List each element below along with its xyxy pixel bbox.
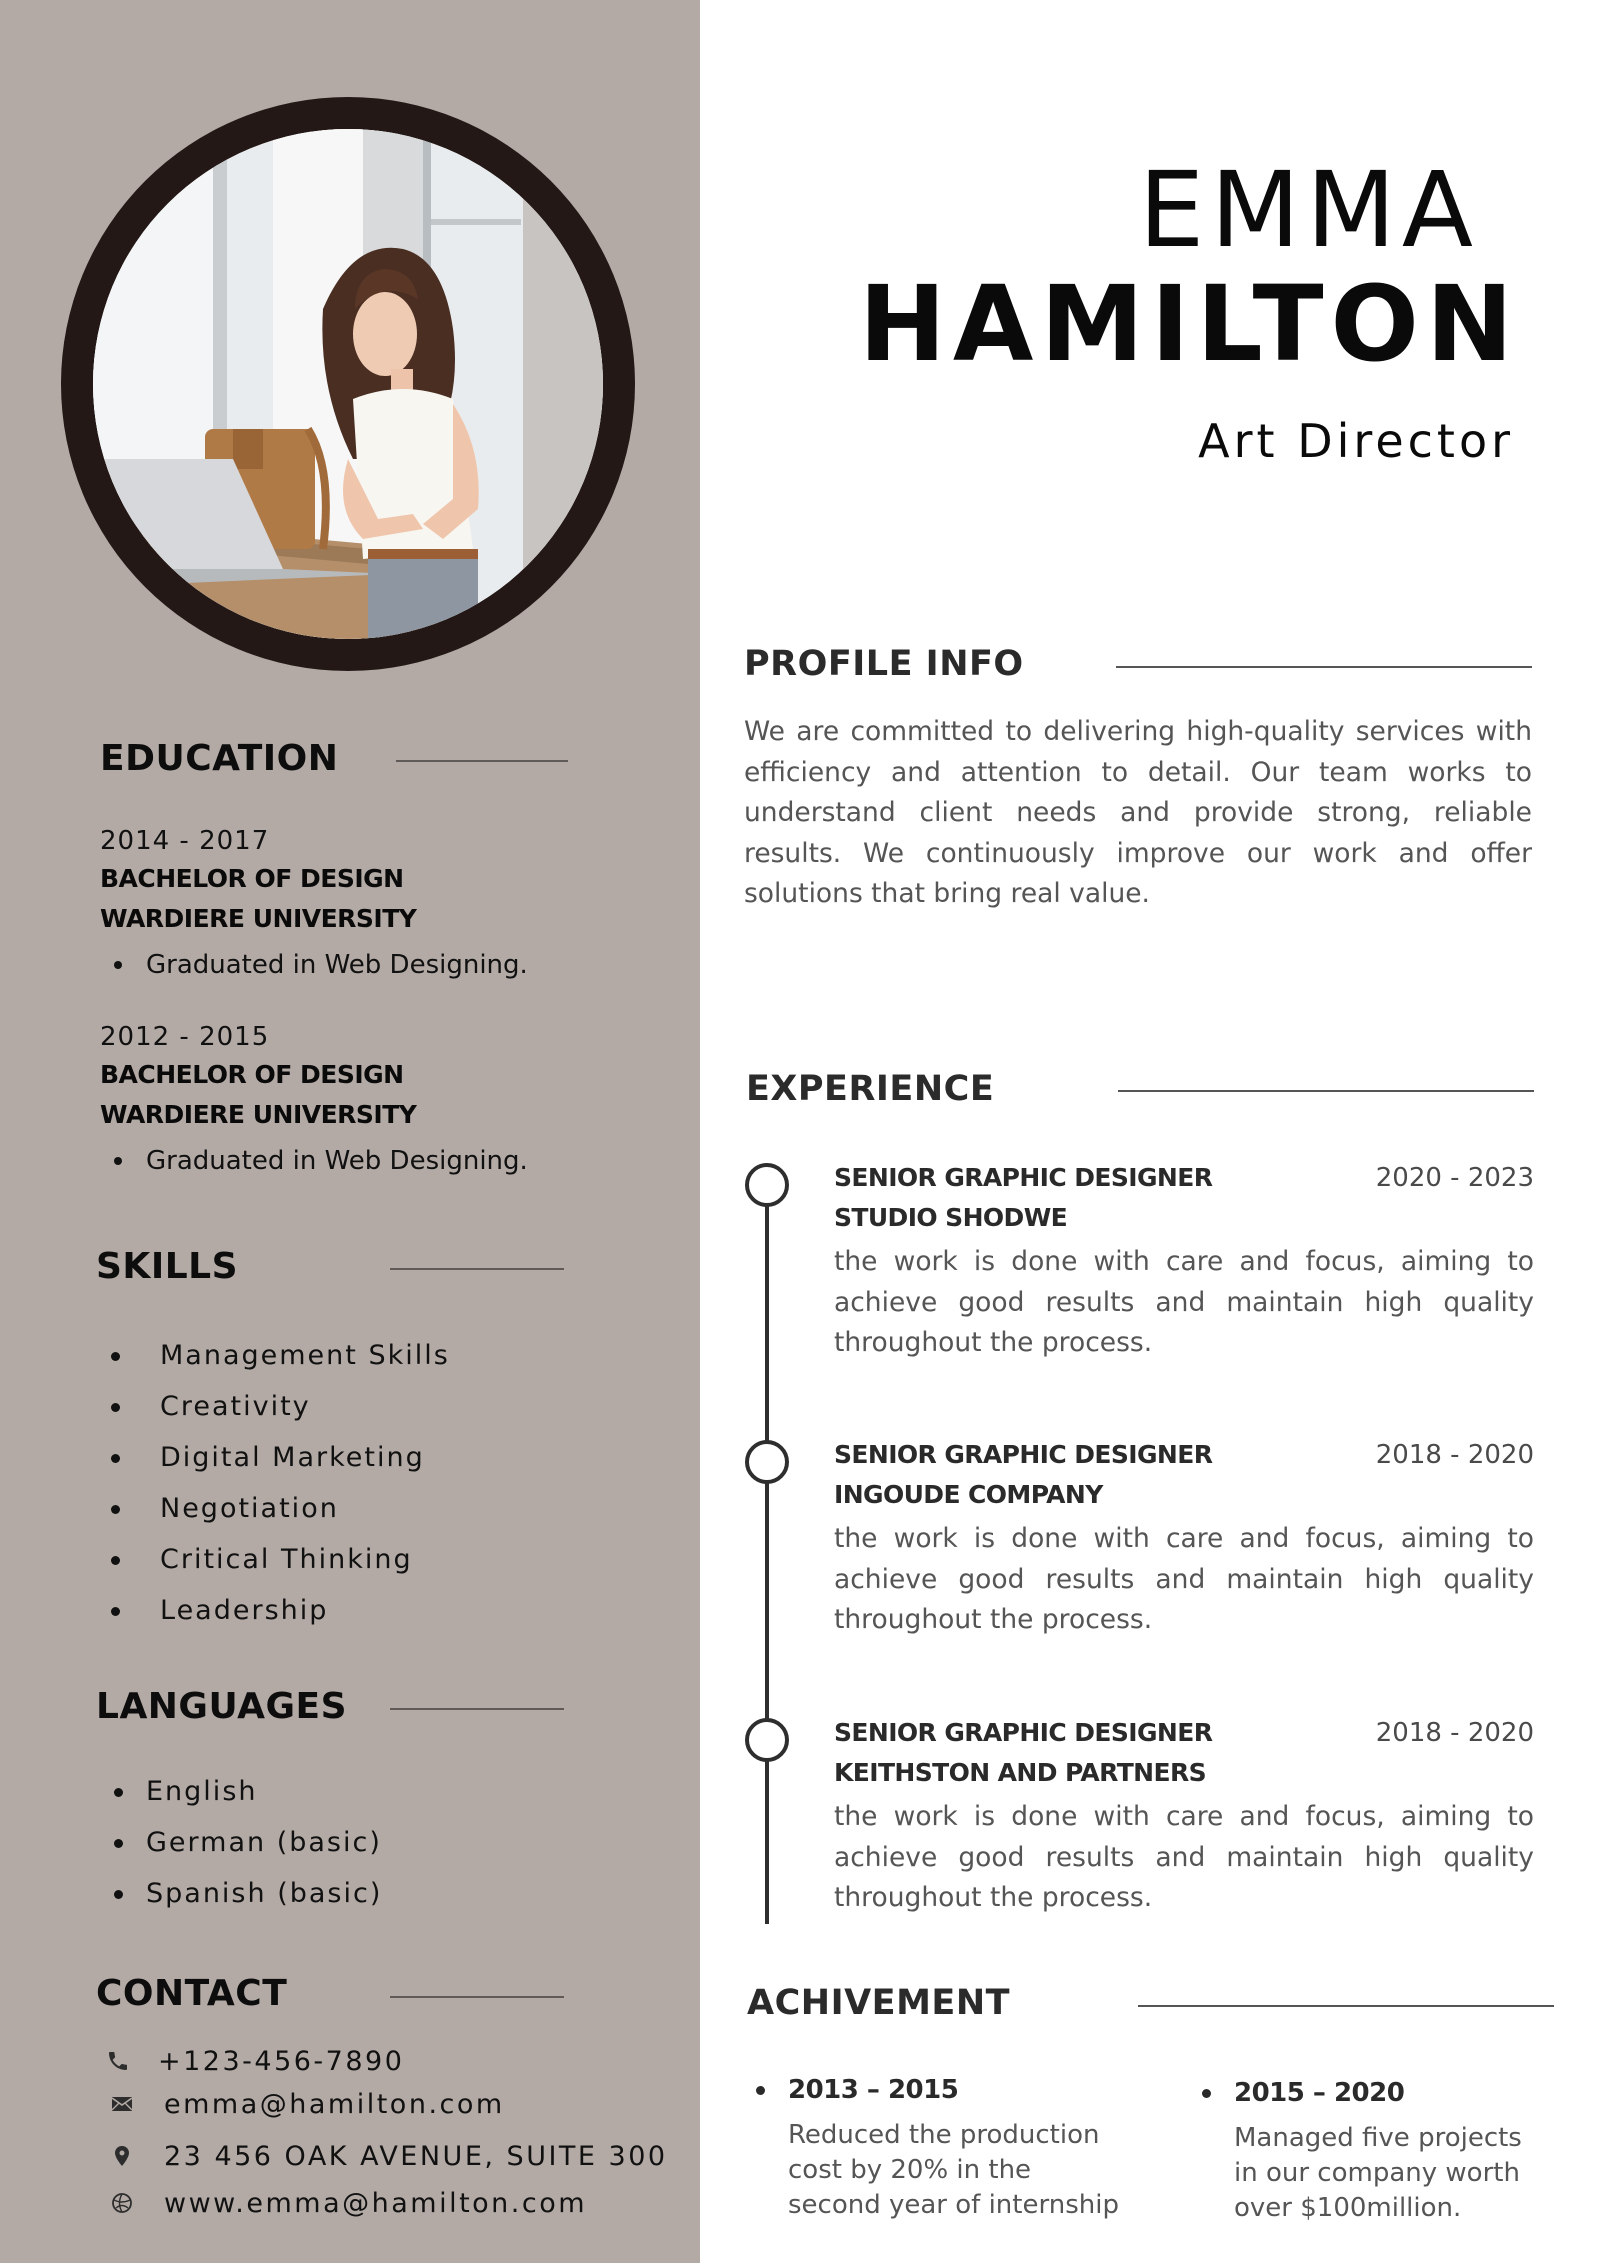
education-title: EDUCATION — [100, 738, 339, 779]
experience-role: SENIOR GRAPHIC DESIGNER — [834, 1718, 1213, 1747]
contact-website[interactable] — [110, 2183, 587, 2223]
skills-title: SKILLS — [96, 1246, 239, 1287]
achievement-entry — [1190, 2073, 1550, 2226]
skill-item: Creativity — [100, 1381, 450, 1432]
main-content — [700, 0, 1600, 2263]
experience-company: KEITHSTON AND PARTNERS — [834, 1758, 1207, 1787]
education-note: Graduated in Web Designing. — [100, 1139, 660, 1183]
education-header — [100, 738, 338, 779]
languages-list — [100, 1766, 382, 1919]
experience-role: SENIOR GRAPHIC DESIGNER — [834, 1440, 1213, 1469]
achievement-description: Managed five projects in our company worth over $100million. — [1234, 2123, 1522, 2223]
experience-divider — [1118, 1090, 1534, 1092]
skills-header — [96, 1246, 238, 1287]
timeline-line — [765, 1184, 769, 1924]
timeline-marker-icon — [745, 1163, 789, 1207]
phone-icon — [106, 2049, 130, 2073]
experience-description: the work is done with care and focus, aiming to achieve good results and maintain high quality throughout the process. — [834, 1523, 1534, 1635]
languages-divider — [390, 1708, 564, 1710]
experience-description: the work is done with care and focus, aiming to achieve good results and maintain high quality throughout the process. — [834, 1246, 1534, 1358]
experience-entry — [834, 1435, 1534, 1641]
website-url: www.emma@hamilton.com — [164, 2187, 588, 2219]
experience-title: EXPERIENCE — [746, 1069, 995, 1109]
profile-header — [744, 644, 1024, 684]
achievement-header — [747, 1983, 1010, 2023]
profile-summary: We are committed to delivering high-quality services with efficiency and attention to detail. Our team works to understand client needs and provide strong, reliable results. We continuously improve our work and offer solutions that bring real value. — [744, 716, 1532, 909]
phone-number: +123-456-7890 — [158, 2045, 405, 2077]
contact-title: CONTACT — [96, 1973, 288, 2014]
envelope-icon — [110, 2092, 134, 2116]
education-entry — [100, 823, 660, 987]
languages-header — [96, 1686, 347, 1727]
achievement-description: Reduced the production cost by 20% in the second year of internship — [788, 2120, 1119, 2220]
achievement-divider — [1138, 2005, 1554, 2007]
skills-list — [100, 1330, 450, 1636]
profile-photo-illustration — [93, 129, 603, 639]
education-school: WARDIERE UNIVERSITY — [100, 1100, 417, 1129]
achievement-title: ACHIVEMENT — [747, 1983, 1010, 2023]
email-address: emma@hamilton.com — [164, 2088, 505, 2120]
skill-item: Leadership — [100, 1585, 450, 1636]
experience-dates: 2018 - 2020 — [1375, 1440, 1534, 1470]
experience-description: the work is done with care and focus, aiming to achieve good results and maintain high quality throughout the process. — [834, 1801, 1534, 1913]
language-item: English — [100, 1766, 382, 1817]
sidebar — [0, 0, 700, 2263]
skill-item: Negotiation — [100, 1483, 450, 1534]
globe-icon — [110, 2191, 134, 2215]
experience-company: STUDIO SHODWE — [834, 1203, 1068, 1232]
location-pin-icon — [110, 2144, 134, 2168]
last-name: HAMILTON — [858, 263, 1520, 385]
experience-entry — [834, 1158, 1534, 1364]
education-years: 2012 - 2015 — [100, 1022, 270, 1052]
experience-role: SENIOR GRAPHIC DESIGNER — [834, 1163, 1213, 1192]
contact-divider — [390, 1996, 564, 1998]
education-school: WARDIERE UNIVERSITY — [100, 904, 417, 933]
profile-photo — [93, 129, 603, 639]
experience-entry — [834, 1713, 1534, 1919]
achievement-entry — [744, 2070, 1124, 2223]
timeline-marker-icon — [745, 1718, 789, 1762]
street-address: 23 456 OAK AVENUE, SUITE 300 — [164, 2140, 668, 2172]
profile-divider — [1116, 666, 1532, 668]
achievement-years: 2015 – 2020 — [1190, 2073, 1550, 2113]
languages-title: LANGUAGES — [96, 1686, 348, 1727]
contact-phone[interactable] — [106, 2041, 404, 2081]
job-title: Art Director — [1198, 414, 1514, 468]
education-note: Graduated in Web Designing. — [100, 943, 660, 987]
experience-dates: 2018 - 2020 — [1375, 1718, 1534, 1748]
language-item: Spanish (basic) — [100, 1868, 382, 1919]
education-degree: BACHELOR OF DESIGN — [100, 1060, 404, 1089]
education-years: 2014 - 2017 — [100, 826, 270, 856]
skill-item: Digital Marketing — [100, 1432, 450, 1483]
profile-photo-frame — [61, 97, 635, 671]
education-degree: BACHELOR OF DESIGN — [100, 864, 404, 893]
profile-title: PROFILE INFO — [744, 644, 1024, 684]
timeline-marker-icon — [745, 1440, 789, 1484]
achievement-years: 2013 – 2015 — [744, 2070, 1124, 2110]
first-name: EMMA — [1138, 149, 1479, 271]
contact-header — [96, 1973, 287, 2014]
language-item: German (basic) — [100, 1817, 382, 1868]
contact-email[interactable] — [110, 2084, 505, 2124]
skill-item: Management Skills — [100, 1330, 450, 1381]
skill-item: Critical Thinking — [100, 1534, 450, 1585]
experience-header — [746, 1069, 994, 1109]
skills-divider — [390, 1268, 564, 1270]
experience-company: INGOUDE COMPANY — [834, 1480, 1103, 1509]
contact-address — [110, 2136, 668, 2176]
education-entry — [100, 1019, 660, 1183]
education-divider — [396, 760, 568, 762]
experience-dates: 2020 - 2023 — [1375, 1163, 1534, 1193]
